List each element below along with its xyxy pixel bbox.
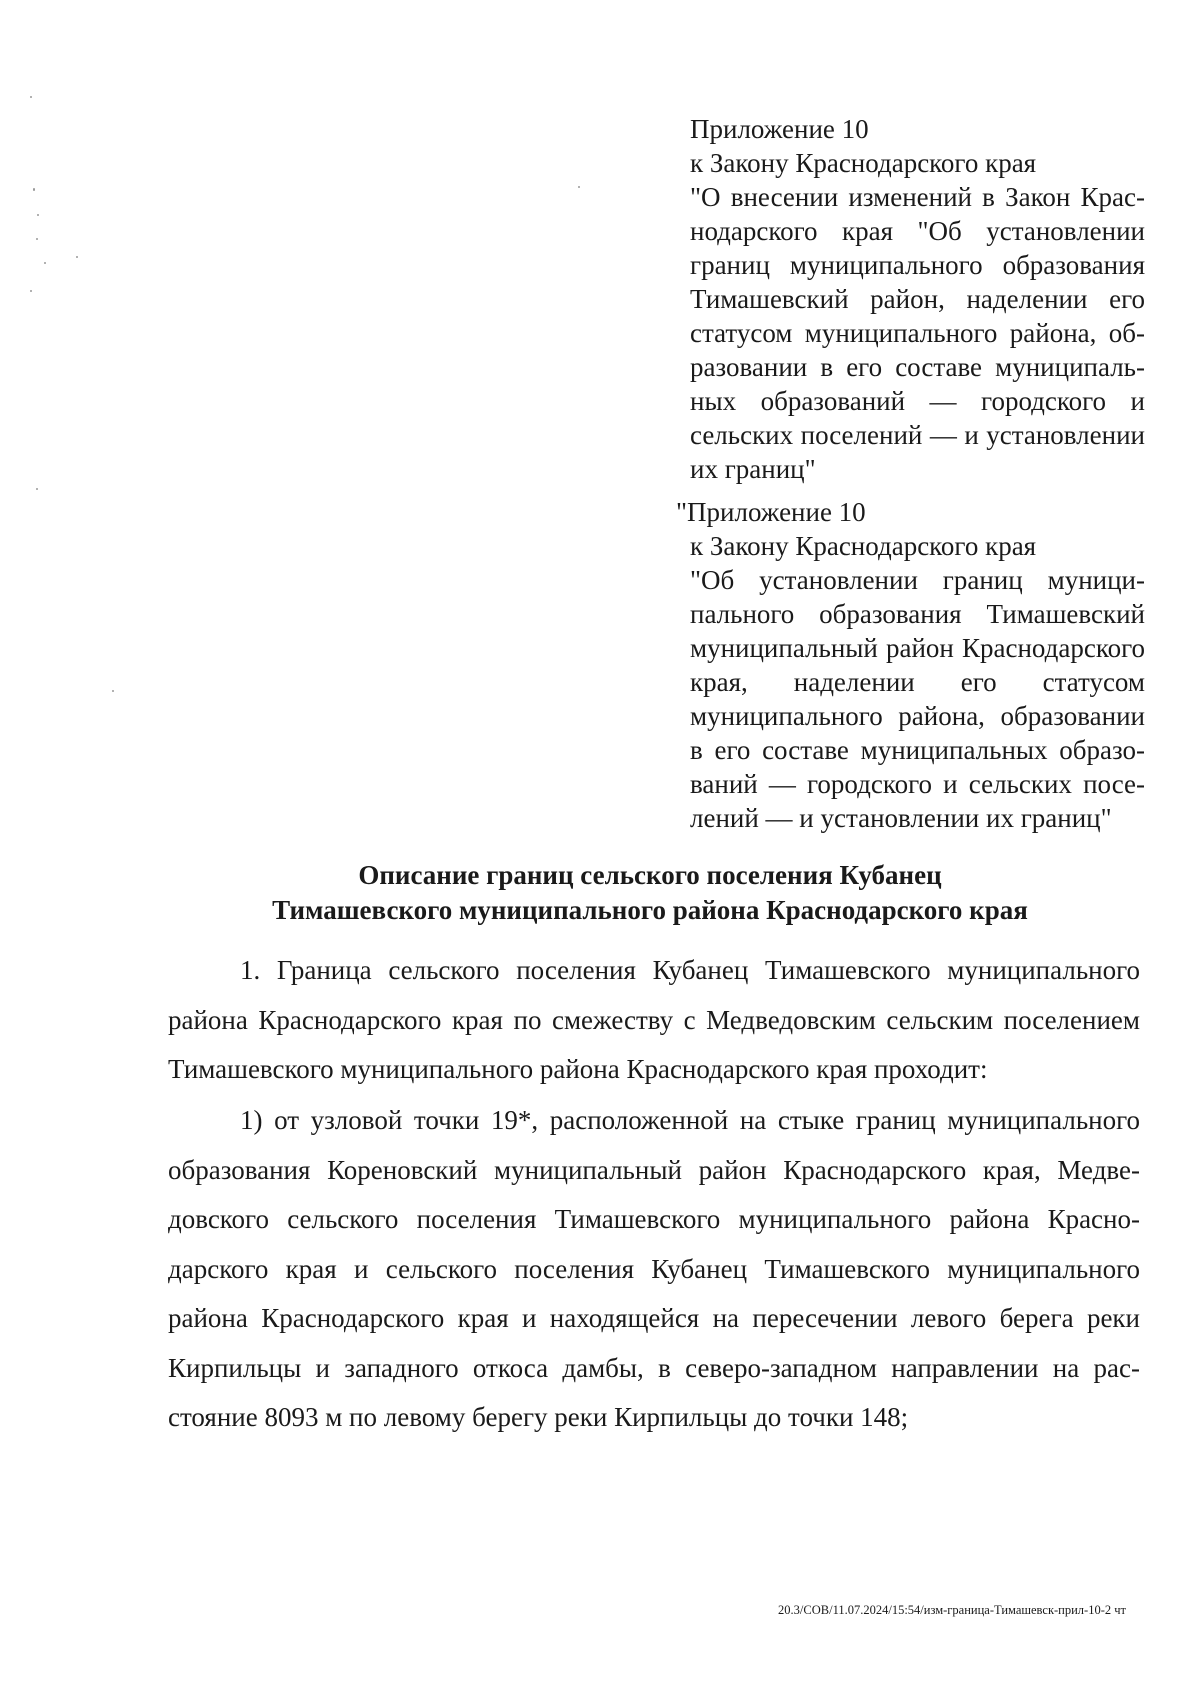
document-title-line-1: Описание границ сельского поселения Кубанец: [358, 860, 942, 890]
appendix-header-original: [676, 495, 1145, 835]
scan-artifact: [578, 186, 580, 188]
appendix-heading: "Приложение 10: [676, 497, 866, 527]
appendix-law-reference: к Закону Краснодарского края: [690, 531, 1037, 561]
appendix-heading: Приложение 10: [690, 114, 869, 144]
appendix-header-amending: [690, 112, 1145, 486]
scan-artifact: [36, 488, 38, 490]
scan-artifact: [76, 256, 78, 258]
appendix-law-title: "Об установлении границ муниципального образования Тимашевский муниципальный район Краснодарского края, наделении его статусом муниципального района, образовании в его составе муниципальных образований — городского и сельских поселений — и установлении их границ": [690, 565, 1145, 833]
body-paragraph-1: 1. Граница сельского поселения Кубанец Тимашевского муниципального района Краснодарского края по смежеству с Медведовским сельским поселением Тимашевского муниципального района Краснодарского края проходит:: [168, 955, 1140, 1084]
footer-document-code: 20.3/СОВ/11.07.2024/15:54/изм-граница-Тимашевск-прил-10-2 чт: [778, 1603, 1126, 1617]
scan-artifact: [33, 188, 35, 191]
document-title-line-2: Тимашевского муниципального района Краснодарского края: [272, 895, 1028, 925]
scan-artifact: [30, 290, 32, 292]
appendix-law-title: "О внесении изменений в Закон Краснодарского края "Об установлении границ муниципального образования Тимашевский район, наделении его статусом муниципального района, образовании в его составе муниципальных образований — городского и сельских поселений — и установлении их границ": [690, 182, 1145, 484]
scan-artifact: [112, 690, 114, 692]
body-paragraph-2: 1) от узловой точки 19*, расположенной на стыке границ муниципального образования Кореновский муниципальный район Краснодарского края, Медведовского сельского поселения Тимашевского муниципального района Краснодарского края и сельского поселения Кубанец Тимашевского муниципального района Краснодарского края и находящейся на пересечении левого берега реки Кирпильцы и западного откоса дамбы, в северо-западном направлении на расстояние 8093 м по левому берегу реки Кирпильцы до точки 148;: [168, 1105, 1140, 1432]
scan-artifact: [36, 238, 38, 240]
document-title: [160, 858, 1140, 928]
appendix-law-reference: к Закону Краснодарского края: [690, 148, 1037, 178]
scan-artifact: [37, 214, 39, 216]
scan-artifact: [44, 262, 46, 264]
scan-artifact: [30, 96, 32, 98]
